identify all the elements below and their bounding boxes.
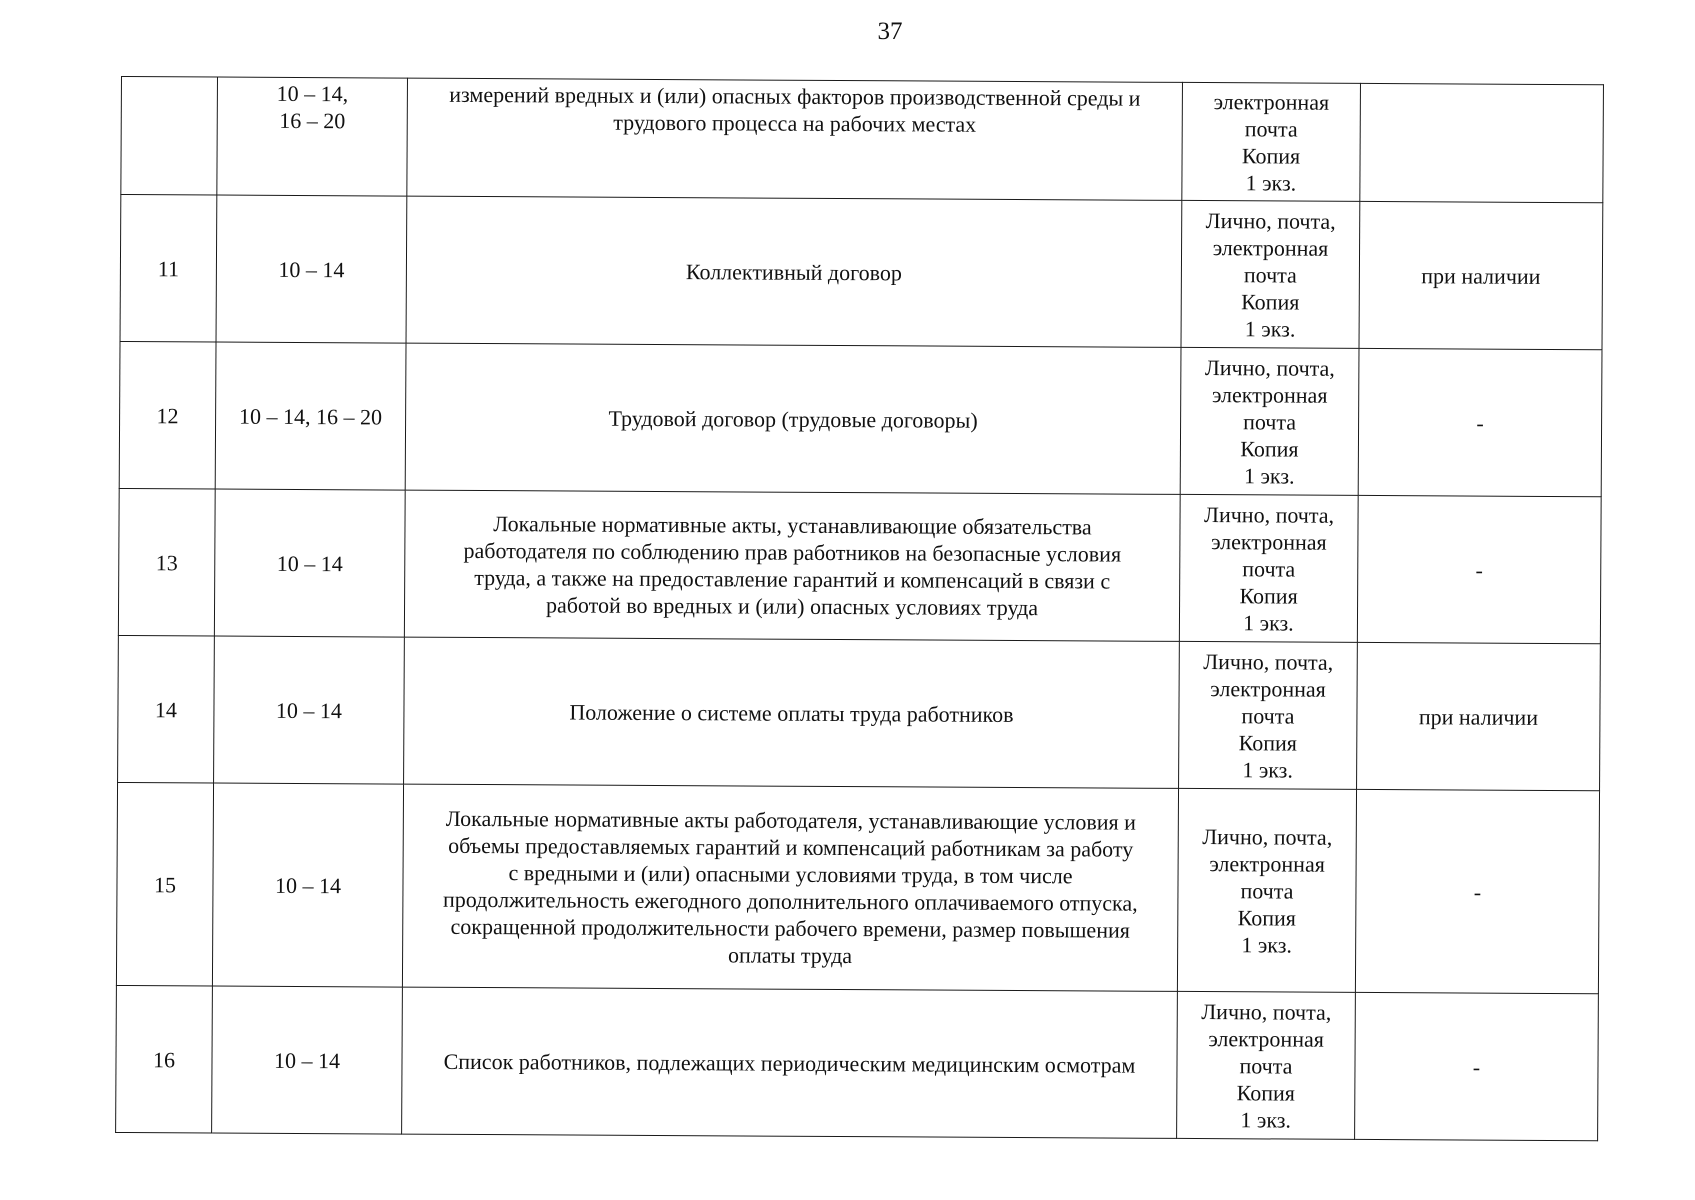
document-name-line: Положение о системе оплаты труда работников xyxy=(569,699,1014,727)
submission-method-cell xyxy=(1181,200,1360,348)
submission-method-line: Лично, почта, xyxy=(1202,823,1333,850)
submission-method-line: Копия xyxy=(1236,1079,1296,1106)
submission-method-cell xyxy=(1180,347,1359,495)
submission-method-line: Копия xyxy=(1240,435,1299,462)
document-name-line: с вредными и (или) опасными условиями труда, в том числе xyxy=(508,860,1073,889)
articles-line: 10 – 14 xyxy=(273,1047,341,1073)
articles-line: 10 – 14 xyxy=(278,256,345,282)
articles-cell xyxy=(214,489,405,637)
document-name-line: труда, а также на предоставление гарантий и компенсаций в связи с xyxy=(474,564,1111,594)
table-row xyxy=(119,341,1602,496)
submission-method-line: электронная xyxy=(1211,528,1327,555)
articles-cell xyxy=(214,636,405,784)
submission-method-line: электронная xyxy=(1211,381,1328,408)
document-name-cell xyxy=(407,78,1183,200)
submission-method-line: 1 экз. xyxy=(1241,931,1293,958)
articles-cell xyxy=(215,342,406,490)
document-name-line: продолжительность ежегодного дополнительного оплачиваемого отпуска, xyxy=(442,886,1138,916)
page-number: 37 xyxy=(877,18,903,45)
submission-method-line: электронная xyxy=(1213,88,1330,115)
document-name-line: объемы предоставляемых гарантий и компенсаций работникам за работу xyxy=(448,832,1134,862)
submission-method-line: Копия xyxy=(1241,288,1300,315)
row-number: 14 xyxy=(154,696,178,722)
submission-method-line: Лично, почта, xyxy=(1204,354,1335,381)
submission-method-line: Копия xyxy=(1238,729,1297,756)
note-cell xyxy=(1355,789,1599,993)
row-number: 12 xyxy=(156,402,179,428)
document-name-line: Локальные нормативные акты работодателя, устанавливающие условия и xyxy=(445,805,1137,835)
submission-method-line: электронная xyxy=(1208,1025,1324,1052)
submission-method-line: почта xyxy=(1243,408,1297,435)
note-text: - xyxy=(1476,410,1484,436)
row-number: 16 xyxy=(152,1046,176,1072)
document-name-line: Локальные нормативные акты, устанавливающие обязательства xyxy=(493,511,1092,540)
articles-line: 16 – 20 xyxy=(279,107,346,134)
note-cell xyxy=(1360,83,1604,202)
row-number-cell xyxy=(118,488,215,636)
table-row xyxy=(116,985,1599,1140)
documents-table-body xyxy=(116,77,1604,1141)
articles-line: 10 – 14, xyxy=(276,80,349,107)
articles-line: 10 – 14 xyxy=(274,872,342,898)
note-text: при наличии xyxy=(1418,703,1539,730)
articles-line: 10 – 14 xyxy=(276,550,343,576)
submission-method-line: электронная xyxy=(1210,675,1326,702)
table-row xyxy=(118,488,1601,643)
document-name-line: работодателя по соблюдению прав работников на безопасные условия xyxy=(463,537,1122,567)
note-cell xyxy=(1357,642,1601,790)
submission-method-line: 1 экз. xyxy=(1245,169,1297,196)
note-text: при наличии xyxy=(1421,262,1541,289)
submission-method-line: Копия xyxy=(1239,582,1298,609)
row-number-cell xyxy=(118,635,215,783)
submission-method-cell xyxy=(1179,641,1358,789)
row-number-cell xyxy=(119,341,216,489)
document-name-line: измерений вредных и (или) опасных факторов производственной среды и xyxy=(449,81,1141,111)
document-name-cell xyxy=(402,987,1178,1138)
note-cell xyxy=(1359,201,1603,349)
note-cell xyxy=(1358,348,1602,496)
submission-method-line: электронная xyxy=(1209,850,1325,877)
document-name-cell xyxy=(405,343,1181,494)
row-number-cell xyxy=(116,985,213,1133)
submission-method-cell xyxy=(1177,991,1356,1139)
articles-cell xyxy=(216,195,407,343)
articles-cell xyxy=(212,986,403,1134)
submission-method-line: Лично, почта, xyxy=(1203,648,1334,675)
submission-method-line: Лично, почта, xyxy=(1205,207,1336,234)
row-number-cell xyxy=(116,782,213,986)
submission-method-cell xyxy=(1179,494,1358,642)
table-row xyxy=(116,782,1599,993)
submission-method-line: почта xyxy=(1240,877,1294,904)
document-name-cell xyxy=(402,784,1178,991)
submission-method-line: 1 экз. xyxy=(1240,1106,1292,1133)
note-cell xyxy=(1355,992,1599,1140)
row-number: 13 xyxy=(155,549,178,575)
submission-method-line: почта xyxy=(1241,702,1295,729)
submission-method-line: Лично, почта, xyxy=(1201,998,1332,1025)
document-name-line: оплаты труда xyxy=(728,942,853,969)
row-number: 15 xyxy=(153,871,177,897)
document-name-line: работой во вредных и (или) опасных условиях труда xyxy=(545,592,1039,621)
submission-method-cell xyxy=(1177,788,1356,992)
submission-method-line: электронная xyxy=(1212,234,1329,261)
document-name-line: Трудовой договор (трудовые договоры) xyxy=(608,405,978,433)
submission-method-line: почта xyxy=(1242,555,1296,582)
document-name-line: трудового процесса на рабочих местах xyxy=(613,109,977,137)
submission-method-line: почта xyxy=(1239,1052,1293,1079)
submission-method-line: Копия xyxy=(1237,904,1297,931)
submission-method-line: 1 экз. xyxy=(1244,315,1296,342)
document-name-cell xyxy=(404,637,1180,788)
note-cell xyxy=(1357,495,1601,643)
submission-method-line: Лично, почта, xyxy=(1204,501,1335,528)
row-number-cell xyxy=(121,77,218,196)
note-text: - xyxy=(1475,557,1483,583)
articles-line: 10 – 14, 16 – 20 xyxy=(239,403,383,429)
document-name-line: сокращенной продолжительности рабочего времени, размер повышения xyxy=(450,913,1130,943)
documents-table xyxy=(115,76,1604,1141)
note-text: - xyxy=(1473,879,1482,905)
table-row xyxy=(121,77,1604,203)
articles-cell xyxy=(217,77,408,196)
row-number: 11 xyxy=(157,255,180,281)
document-name-line: Коллективный договор xyxy=(685,258,902,285)
submission-method-line: 1 экз. xyxy=(1243,609,1294,636)
articles-line: 10 – 14 xyxy=(275,697,343,723)
document-name-cell xyxy=(404,490,1180,641)
submission-method-line: почта xyxy=(1243,261,1297,288)
submission-method-cell xyxy=(1182,82,1361,201)
submission-method-line: 1 экз. xyxy=(1243,462,1295,489)
submission-method-line: 1 экз. xyxy=(1242,756,1293,783)
note-text: - xyxy=(1472,1054,1481,1080)
document-name-line: Список работников, подлежащих периодическим медицинским осмотрам xyxy=(443,1048,1136,1078)
articles-cell xyxy=(212,783,403,987)
table-row xyxy=(118,635,1601,790)
table-row xyxy=(120,195,1603,350)
row-number-cell xyxy=(120,195,217,343)
document-name-cell xyxy=(406,196,1182,347)
submission-method-line: почта xyxy=(1244,115,1298,142)
submission-method-line: Копия xyxy=(1241,142,1301,169)
